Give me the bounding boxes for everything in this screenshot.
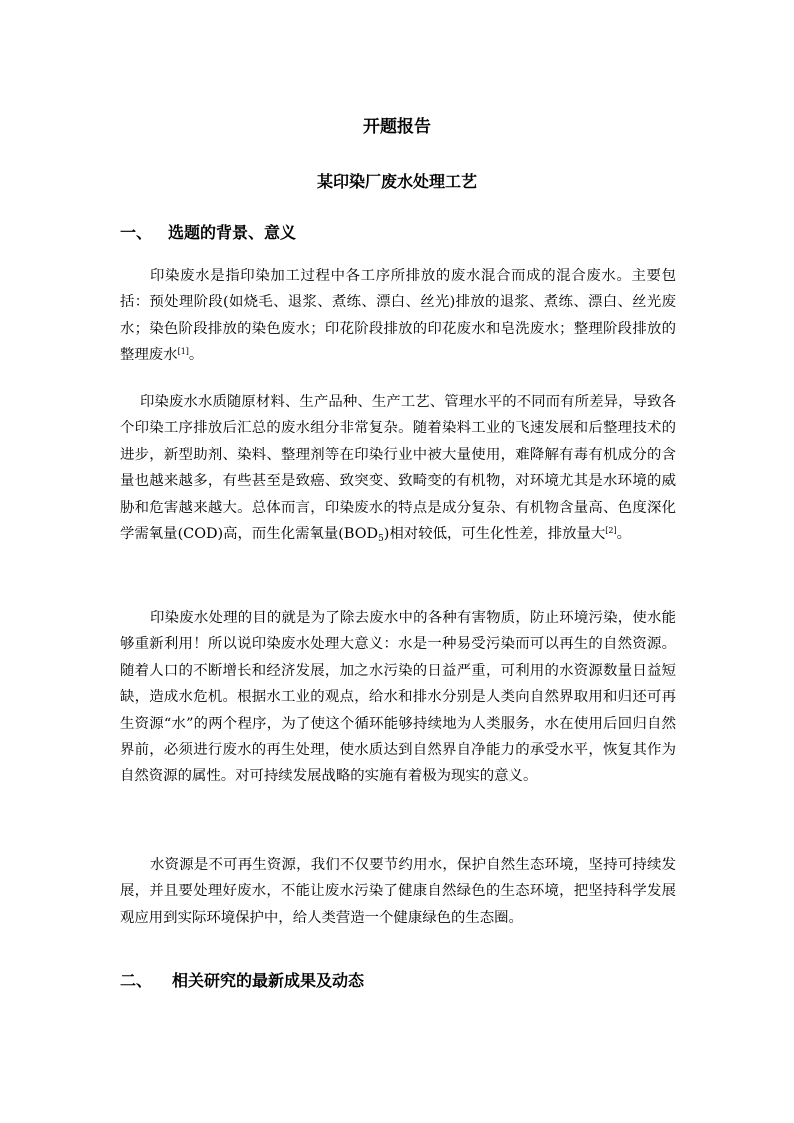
subscript-5: 5 — [378, 534, 384, 545]
section-title-2: 相关研究的最新成果及动态 — [172, 971, 365, 990]
section-title-1: 选题的背景、意义 — [168, 223, 297, 242]
section-number-2: 二、 — [120, 971, 153, 990]
paragraph-1-end: 。 — [188, 347, 204, 364]
section-heading-1 — [120, 221, 680, 245]
citation-ref-2: [2] — [605, 526, 617, 536]
paragraph-3 — [120, 605, 676, 790]
page-subtitle: 某印染厂废水处理工艺 — [316, 172, 477, 191]
paragraph-3-text: 印染废水处理的目的就是为了除去废水中的各种有害物质，防止环境污染，使水能够重新利用！所以说印染废水处理大意义：水是一种易受污染而可以再生的自然资源。随着人口的不断增长和经济发展，加之水污染的日益严重，可利用的水资源数量日益短缺，造成水危机。根据水工业的观点，给水和排水分别是人类向自然界取用和归还可再生资源“水”的两个程序，为了使这个循环能够持续地为人类服务，水在使用后回归自然界前，必须进行废水的再生处理，使水质达到自然界自净能力的承受水平，恢复其作为自然资源的属性。对可持续发展战略的实施有着极为现实的意义。 — [120, 610, 676, 785]
paragraph-1-text: 印染废水是指印染加工过程中各工序所排放的废水混合而成的混合废水。主要包括：预处理阶段(如烧毛、退浆、煮练、漂白、丝光)排放的退浆、煮练、漂白、丝光废水；染色阶段排放的染色废水；印花阶段排放的印花废水和皂洗废水；整理阶段排放的整理废水 — [120, 268, 676, 364]
paragraph-2-end: 。 — [616, 526, 632, 543]
paragraph-1 — [120, 263, 676, 369]
section-heading-2 — [120, 969, 680, 993]
paragraph-4-text: 水资源是不可再生资源，我们不仅要节约用水，保护自然生态环境，坚持可持续发展，并且要处理好废水，不能让废水污染了健康自然绿色的生态环境，把坚持科学发展观应用到实际环境保护中，给人类营造一个健康绿色的生态圈。 — [120, 857, 676, 926]
citation-ref-1: [1] — [177, 347, 189, 357]
page-title: 开题报告 — [363, 117, 431, 137]
paragraph-2-text-a: 印染废水水质随原材料、生产品种、生产工艺、管理水平的不同而有所差异，导致各个印染工序排放后汇总的废水组分非常复杂。随着染料工业的飞速发展和后整理技术的进步，新型助剂、染料、整理剂等在印染行业中被大量使用，难降解有毒有机成分的含量也越来越多，有些甚至是致癌、致突变、致畸变的有机物，对环境尤其是水环境的威胁和危害越来越大。总体而言，印染废水的特点是成分复杂、有机物含量高、色度深化学需氧量(COD)高，而生化需氧量(BOD — [120, 394, 676, 543]
paragraph-2-text-b: )相对较低，可生化性差，排放量大 — [383, 526, 606, 543]
section-number-1: 一、 — [120, 223, 153, 242]
paragraph-4 — [120, 852, 676, 931]
paragraph-2 — [120, 389, 676, 547]
